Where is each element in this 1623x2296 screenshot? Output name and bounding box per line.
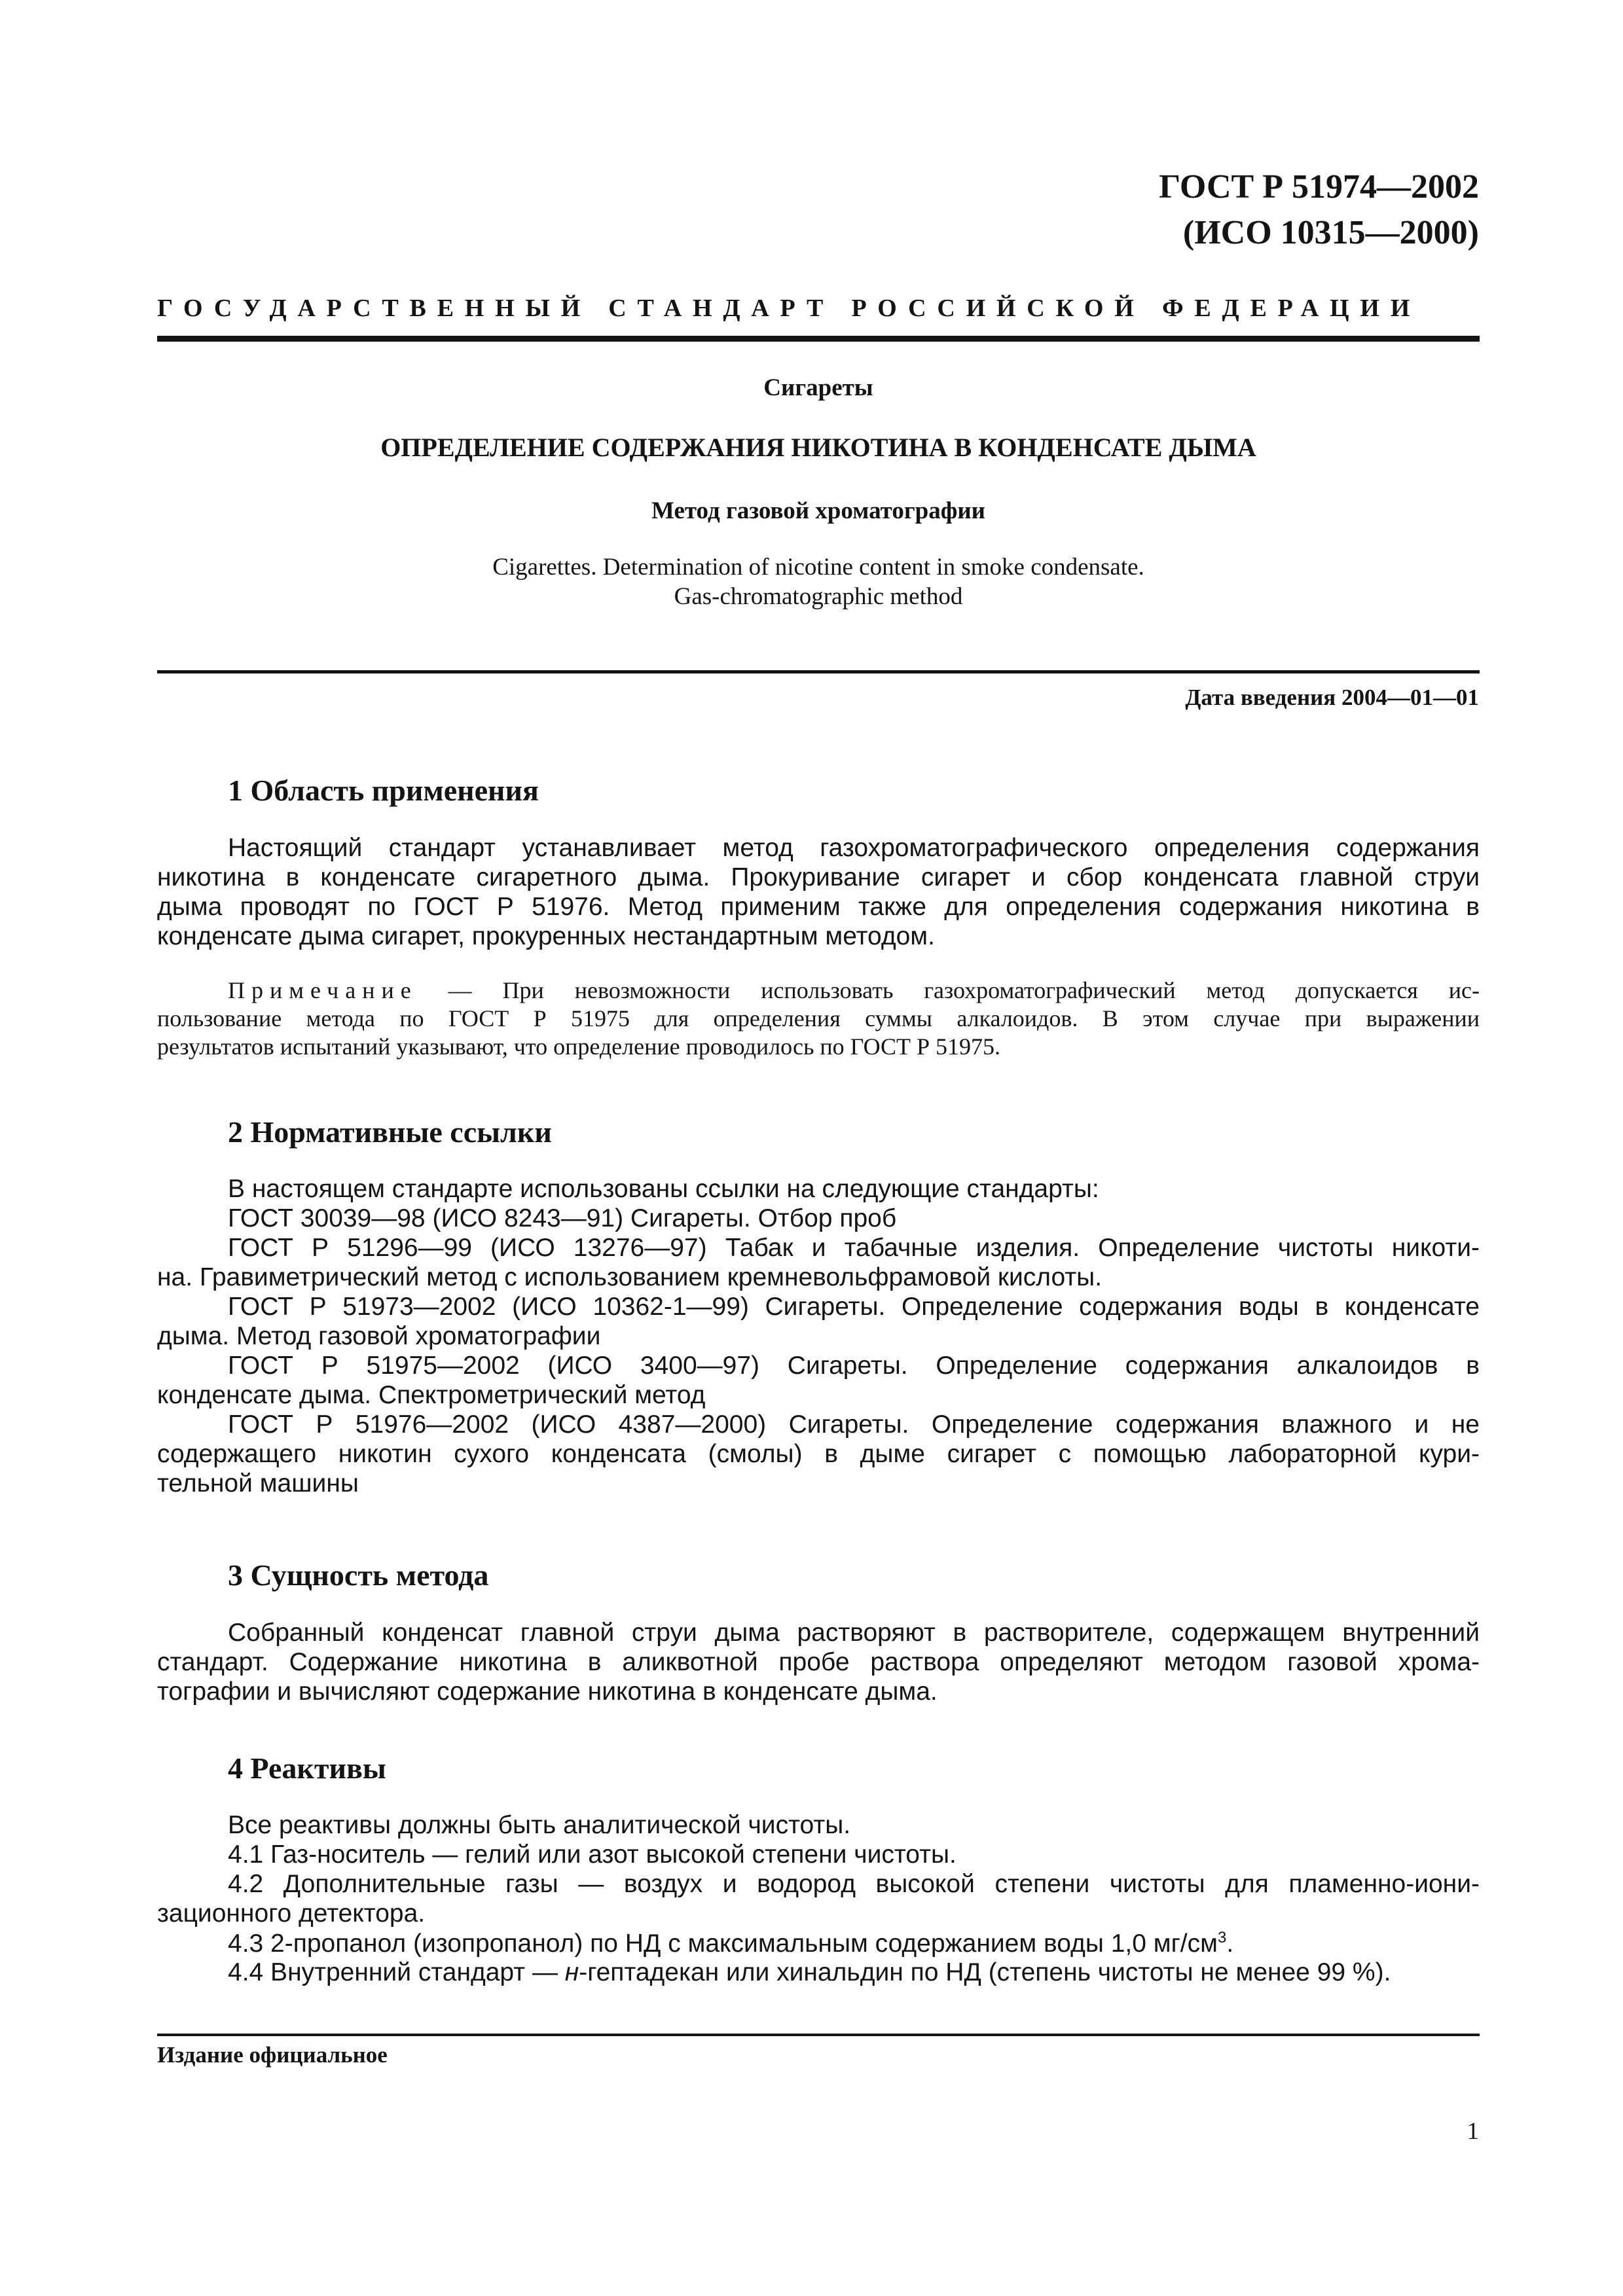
- footer-rule: [157, 2034, 1480, 2036]
- top-rule: [157, 336, 1480, 342]
- list-item-text: 4.4 Внутренний стандарт —: [228, 1958, 565, 1986]
- note-line: результатов испытаний указывают, что определение проводилось по ГОСТ Р 51975.: [157, 1033, 1001, 1060]
- introduction-date: Дата введения 2004—01—01: [1185, 685, 1479, 710]
- english-title-line: Gas-chromatographic method: [674, 583, 963, 610]
- reference-line: ГОСТ Р 51973—2002 (ИСО 10362-1—99) Сигареты. Определение содержания воды в конденсате: [228, 1293, 1480, 1321]
- note-line: [228, 978, 1480, 1002]
- list-item: [228, 1960, 1391, 1985]
- method-name: Метод газовой хроматографии: [651, 497, 985, 524]
- paragraph-line: конденсате дыма сигарет, прокуренных нестандартным методом.: [157, 922, 935, 950]
- list-item: зационного детектора.: [157, 1899, 426, 1928]
- reference-line: тельной машины: [157, 1469, 359, 1498]
- list-item-text: -гептадекан или хинальдин по НД (степень чистоты не менее 99 %).: [579, 1958, 1391, 1986]
- list-item: 4.1 Газ-носитель — гелий или азот высокой степени чистоты.: [228, 1840, 957, 1869]
- list-item: [228, 1930, 1233, 1956]
- section-heading: 3 Сущность метода: [228, 1558, 489, 1592]
- paragraph-line: дыма проводят по ГОСТ Р 51976. Метод применим также для определения содержания никотина в: [157, 893, 1480, 921]
- note-text: — При невозможности использовать газохроматографический метод допускается ис-: [448, 977, 1480, 1003]
- note-label: Примечание: [228, 977, 418, 1003]
- paragraph-line: В настоящем стандарте использованы ссылки на следующие стандарты:: [228, 1175, 1099, 1203]
- paragraph-line: Собранный конденсат главной струи дыма растворяют в растворителе, содержащем внутренний: [228, 1619, 1480, 1647]
- section-heading: 1 Область применения: [228, 774, 539, 807]
- paragraph-line: никотина в конденсате сигаретного дыма. Прокуривание сигарет и сбор конденсата главной струи: [157, 863, 1480, 891]
- reference-line: содержащего никотин сухого конденсата (смолы) в дыме сигарет с помощью лабораторной кури-: [157, 1440, 1480, 1468]
- state-standard-title: ГОСУДАРСТВЕННЫЙ СТАНДАРТ РОССИЙСКОЙ ФЕДЕРАЦИИ: [157, 295, 1421, 322]
- reference-line: ГОСТ Р 51296—99 (ИСО 13276—97) Табак и табачные изделия. Определение чистоты никоти-: [228, 1234, 1480, 1262]
- list-item-text: .: [1226, 1929, 1234, 1958]
- paragraph-line: Настоящий стандарт устанавливает метод газохроматографического определения содержания: [228, 834, 1480, 862]
- english-title-line: Cigarettes. Determination of nicotine content in smoke condensate.: [492, 554, 1144, 581]
- paragraph-line: стандарт. Содержание никотина в аликвотной пробе раствора определяют методом газовой хрома-: [157, 1648, 1480, 1676]
- page-number: 1: [1467, 2118, 1479, 2145]
- edition-label: Издание официальное: [157, 2042, 388, 2068]
- section-heading: 4 Реактивы: [228, 1751, 386, 1785]
- italic-text: н: [564, 1958, 579, 1986]
- document-subject: Сигареты: [763, 374, 873, 401]
- reference-line: конденсате дыма. Спектрометрический метод: [157, 1381, 706, 1409]
- note-line: пользование метода по ГОСТ Р 51975 для определения суммы алкалоидов. В этом случае при выражении: [157, 1005, 1480, 1031]
- reference-line: ГОСТ Р 51975—2002 (ИСО 3400—97) Сигареты. Определение содержания алкалоидов в: [228, 1352, 1480, 1380]
- paragraph-line: Все реактивы должны быть аналитической чистоты.: [228, 1811, 851, 1839]
- reference-line: ГОСТ Р 51976—2002 (ИСО 4387—2000) Сигареты. Определение содержания влажного и не: [228, 1410, 1480, 1439]
- iso-number: (ИСО 10315—2000): [1182, 214, 1479, 251]
- section-heading: 2 Нормативные ссылки: [228, 1115, 552, 1149]
- standard-number: ГОСТ Р 51974—2002: [1159, 168, 1479, 206]
- list-item: 4.2 Дополнительные газы — воздух и водород высокой степени чистоты для пламенно-иони-: [228, 1870, 1480, 1898]
- document-title: ОПРЕДЕЛЕНИЕ СОДЕРЖАНИЯ НИКОТИНА В КОНДЕНСАТЕ ДЫМА: [380, 433, 1256, 462]
- paragraph-line: тографии и вычисляют содержание никотина в конденсате дыма.: [157, 1677, 938, 1706]
- title-rule: [157, 670, 1480, 673]
- reference-line: дыма. Метод газовой хроматографии: [157, 1322, 601, 1350]
- reference-line: на. Гравиметрический метод с использованием кремневольфрамовой кислоты.: [157, 1263, 1103, 1291]
- list-item-text: 4.3 2-пропанол (изопропанол) по НД с максимальным содержанием воды 1,0 мг/см: [228, 1929, 1218, 1958]
- reference-line: ГОСТ 30039—98 (ИСО 8243—91) Сигареты. Отбор проб: [228, 1204, 897, 1232]
- superscript: 3: [1217, 1929, 1227, 1946]
